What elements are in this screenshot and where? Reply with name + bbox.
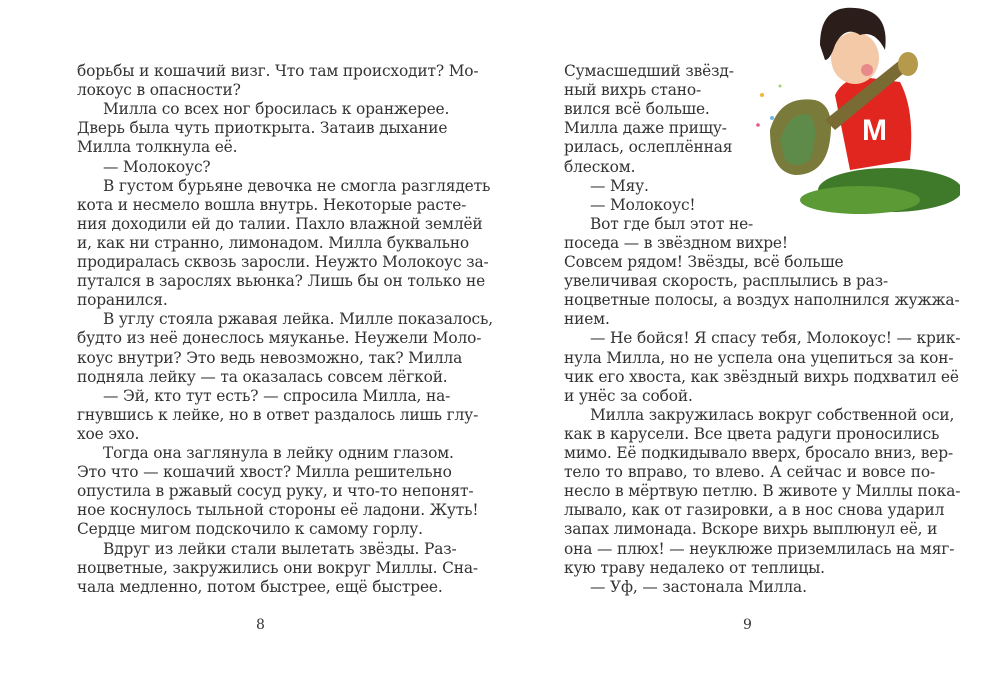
left-text-line: локоус в опасности? [77, 81, 241, 100]
right-text-line: тело то вправо, то влево. А сейчас и вовсе по- [564, 463, 935, 482]
left-text-line: и, как ни странно, лимонадом. Милла буквально [77, 233, 470, 252]
left-text-line: ноцветные, закружились они вокруг Миллы. Сна- [77, 558, 478, 577]
right-text-line: Милла закружилась вокруг собственной оси, [590, 405, 955, 424]
left-text-line: Это что — кошачий хвост? Милла решительно [77, 463, 452, 482]
shirt-letter: M [862, 114, 887, 147]
right-text-line: чик его хвоста, как звёздный вихрь подхватил её [564, 367, 959, 386]
right-text-line: кую траву недалеко от теплицы. [564, 558, 825, 577]
right-text-line: Вот где был этот не- [590, 214, 754, 233]
page-number-right: 9 [743, 617, 752, 633]
right-text-line: несло в мёртвую петлю. В животе у Миллы пока- [564, 482, 961, 501]
girl-with-watering-can-illustration [750, 0, 960, 230]
left-text-line: В углу стояла ржавая лейка. Милле показалось, [103, 310, 493, 329]
right-text-line: запах лимонада. Вскоре вихрь выплюнул её, и [564, 520, 938, 539]
right-text-line: — Не бойся! Я спасу тебя, Молокоус! — крик- [590, 329, 961, 348]
right-text-line: Милла даже прищу- [564, 119, 727, 138]
left-text-line: В густом бурьяне девочка не смогла разглядеть [103, 176, 491, 195]
left-text-line: подняла лейку — та оказалась совсем лёгкой. [77, 367, 448, 386]
left-text-line: коус внутри? Это ведь невозможно, так? Милла [77, 348, 463, 367]
right-text-line: ный вихрь стано- [564, 81, 702, 100]
right-text-line: вился всё больше. [564, 100, 710, 119]
left-text-line: продиралась сквозь заросли. Неужто Молокоус за- [77, 253, 489, 271]
right-text-line: мимо. Её подкидывало вверх, бросало вниз, вер- [564, 444, 954, 462]
right-text-line: нула Милла, но не успела она уцепиться за кон- [564, 348, 954, 367]
left-text-line: Вдруг из лейки стали вылетать звёзды. Раз- [103, 539, 457, 558]
left-text-line: ное коснулось тыльной стороны её ладони. Жуть! [77, 501, 479, 520]
left-text-line: Сердце мигом подскочило к самому горлу. [77, 520, 423, 539]
left-text-line: опустила в ржавый сосуд руку, и что-то непонят- [77, 482, 474, 501]
left-text-line: — Молокоус? [103, 157, 211, 176]
right-text-line: нием. [564, 310, 610, 329]
right-text-line: поседа — в звёздном вихре! [564, 233, 788, 252]
left-text-line: ния доходили ей до талии. Пахло влажной землёй [77, 214, 483, 233]
left-text-line: Милла со всех ног бросилась к оранжерее. [103, 100, 450, 119]
left-text-line: борьбы и кошачий визг. Что там происходит? Мо- [77, 62, 479, 80]
right-text-line: блеском. [564, 157, 636, 176]
left-text-line: путался в зарослях вьюнка? Лишь бы он только не [77, 272, 486, 291]
left-text-line: хое эхо. [77, 424, 140, 443]
right-text-line: — Уф, — застонала Милла. [590, 577, 807, 596]
right-text-line: как в карусели. Все цвета радуги проносились [564, 424, 940, 443]
right-text-line: Совсем рядом! Звёзды, всё больше [564, 253, 844, 271]
left-text-line: Дверь была чуть приоткрыта. Затаив дыхание [77, 119, 448, 138]
left-text-line: Тогда она заглянула в лейку одним глазом. [103, 444, 454, 462]
left-text-line: чала медленно, потом быстрее, ещё быстрее. [77, 577, 443, 596]
left-text-line: — Эй, кто тут есть? — спросила Милла, на- [103, 386, 451, 405]
right-text-line: — Молокоус! [590, 195, 696, 214]
right-text-line: и унёс за собой. [564, 386, 693, 405]
right-text-line: лывало, как от газировки, а в нос снова ударил [564, 501, 945, 520]
right-text-line: ноцветные полосы, а воздух наполнился жужжа- [564, 291, 960, 310]
right-text-line: рилась, ослеплённая [564, 138, 733, 157]
left-text-line: Милла толкнула её. [77, 138, 238, 157]
right-page [500, 0, 1000, 685]
right-text-line: она — плюх! — неуклюже приземлилась на мяг- [564, 539, 955, 558]
right-text-line: — Мяу. [590, 176, 649, 195]
left-text-line: поранился. [77, 291, 168, 310]
right-text-line: увеличивая скорость, расплылись в раз- [564, 272, 888, 291]
left-text-line: гнувшись к лейке, но в ответ раздалось лишь глу- [77, 405, 479, 424]
right-text-line: Сумасшедший звёзд- [564, 62, 734, 80]
left-text-line: кота и несмело вошла внутрь. Некоторые расте- [77, 195, 467, 214]
left-text-line: будто из неё донеслось мяуканье. Неужели Моло- [77, 329, 482, 348]
page-number-left: 8 [256, 617, 265, 633]
